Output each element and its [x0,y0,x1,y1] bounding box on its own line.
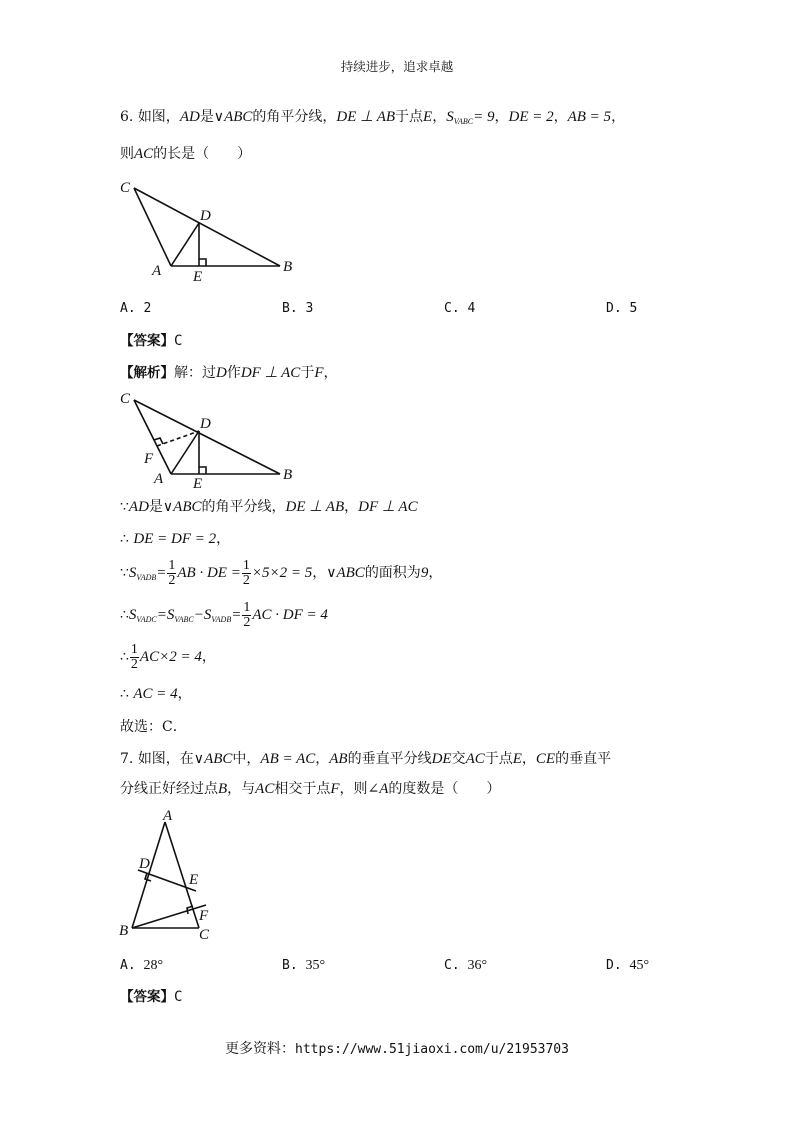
q7-fig-label-f: F [199,908,209,924]
q6-fig1-label-e: E [193,269,203,285]
q6-fig1-label-b: B [283,259,293,275]
footer-link[interactable]: https://www.51jiaoxi.com/u/21953703 [295,1042,569,1057]
q6-answer: 【答案】C [120,333,183,349]
q7-number: 7. [120,751,134,767]
q7-fig-label-c: C [199,927,210,943]
q6-figure-triangle [110,172,310,287]
q6-option-a: A. 2 [120,301,152,316]
q7-option-b: B. 35° [282,958,326,973]
q6-analysis-intro: 【解析】解：过D作DF ⊥ AC于F， [120,365,338,381]
q6-fig2-label-e: E [193,476,203,492]
q6-step-5: ∴ $\frac{1}{2}$ AC×2 = 4， [120,641,216,672]
q6-step-1: ∵AD是∨ABC的角平分线，DE ⊥ AB，DF ⊥ AC [120,499,418,515]
q6-analysis-figure [110,387,310,497]
page-header-slogan: 持续进步，追求卓越 [340,59,454,74]
q6-step-2: ∴ DE = DF = 2， [120,531,231,547]
q6-number: 6. [120,109,134,125]
q6-option-b: B. 3 [282,301,314,316]
q7-fig-label-b: B [119,923,129,939]
fraction: $\frac{1}{2}$ [242,557,250,588]
q7-answer: 【答案】C [120,989,183,1005]
fraction: $\frac{1}{2}$ [168,557,176,588]
fraction: $\frac{1}{2}$ [130,641,138,672]
q6-fig2-label-f: F [144,451,154,467]
q7-option-c: C. 36° [444,958,488,973]
q6-option-c: C. 4 [444,301,476,316]
footer-label: 更多资料： [225,1041,296,1057]
q6-fig2-label-b: B [283,467,293,483]
fraction: $\frac{1}{2}$ [243,599,251,630]
q6-fig2-label-a: A [154,471,164,487]
q7-stem-line2: 分线正好经过点B，与AC相交于点F，则∠A的度数是（ ） [120,781,501,797]
q7-figure-triangle [110,805,230,945]
q6-fig1-label-a: A [152,263,162,279]
q6-step-3: $\because S_{VADB}=$ $\frac{1}{2}$ AB · DE = $\frac{1}{2}$ ×5×2 = 5，∨ABC的面积为9， [120,557,443,588]
page-footer [0,1038,794,1058]
q6-step-6: ∴ AC = 4， [120,686,192,702]
q7-option-a: A. 28° [120,958,164,973]
q7-fig-label-d: D [139,856,150,872]
q6-fig1-label-c: C [120,180,131,196]
q7-option-d: D. 45° [606,958,650,973]
q7-fig-label-a: A [163,808,173,824]
q6-step-7: 故选：C． [120,719,187,735]
q6-fig1-label-d: D [200,208,211,224]
q6-option-d: D. 5 [606,301,638,316]
q6-stem-line1: 6. 如图，AD是∨ABC的角平分线，DE ⊥ AB于点E，$S_{VABC}= 9$，DE = 2，AB = 5， [120,109,626,126]
q6-fig2-label-c: C [120,391,131,407]
q7-stem-line1: 7. 如图，在∨ABC中，AB = AC，AB的垂直平分线DE交AC于点E，CE的垂直平 [120,751,612,767]
q6-stem-line2: 则AC的长是（ ） [120,146,252,162]
q6-step-4: $\therefore S_{VADC}=S_{VABC}-S_{VADB}=$ $\frac{1}{2}$ AC · DF = 4 [120,599,328,630]
q6-fig2-label-d: D [200,416,211,432]
q7-fig-label-e: E [189,872,199,888]
